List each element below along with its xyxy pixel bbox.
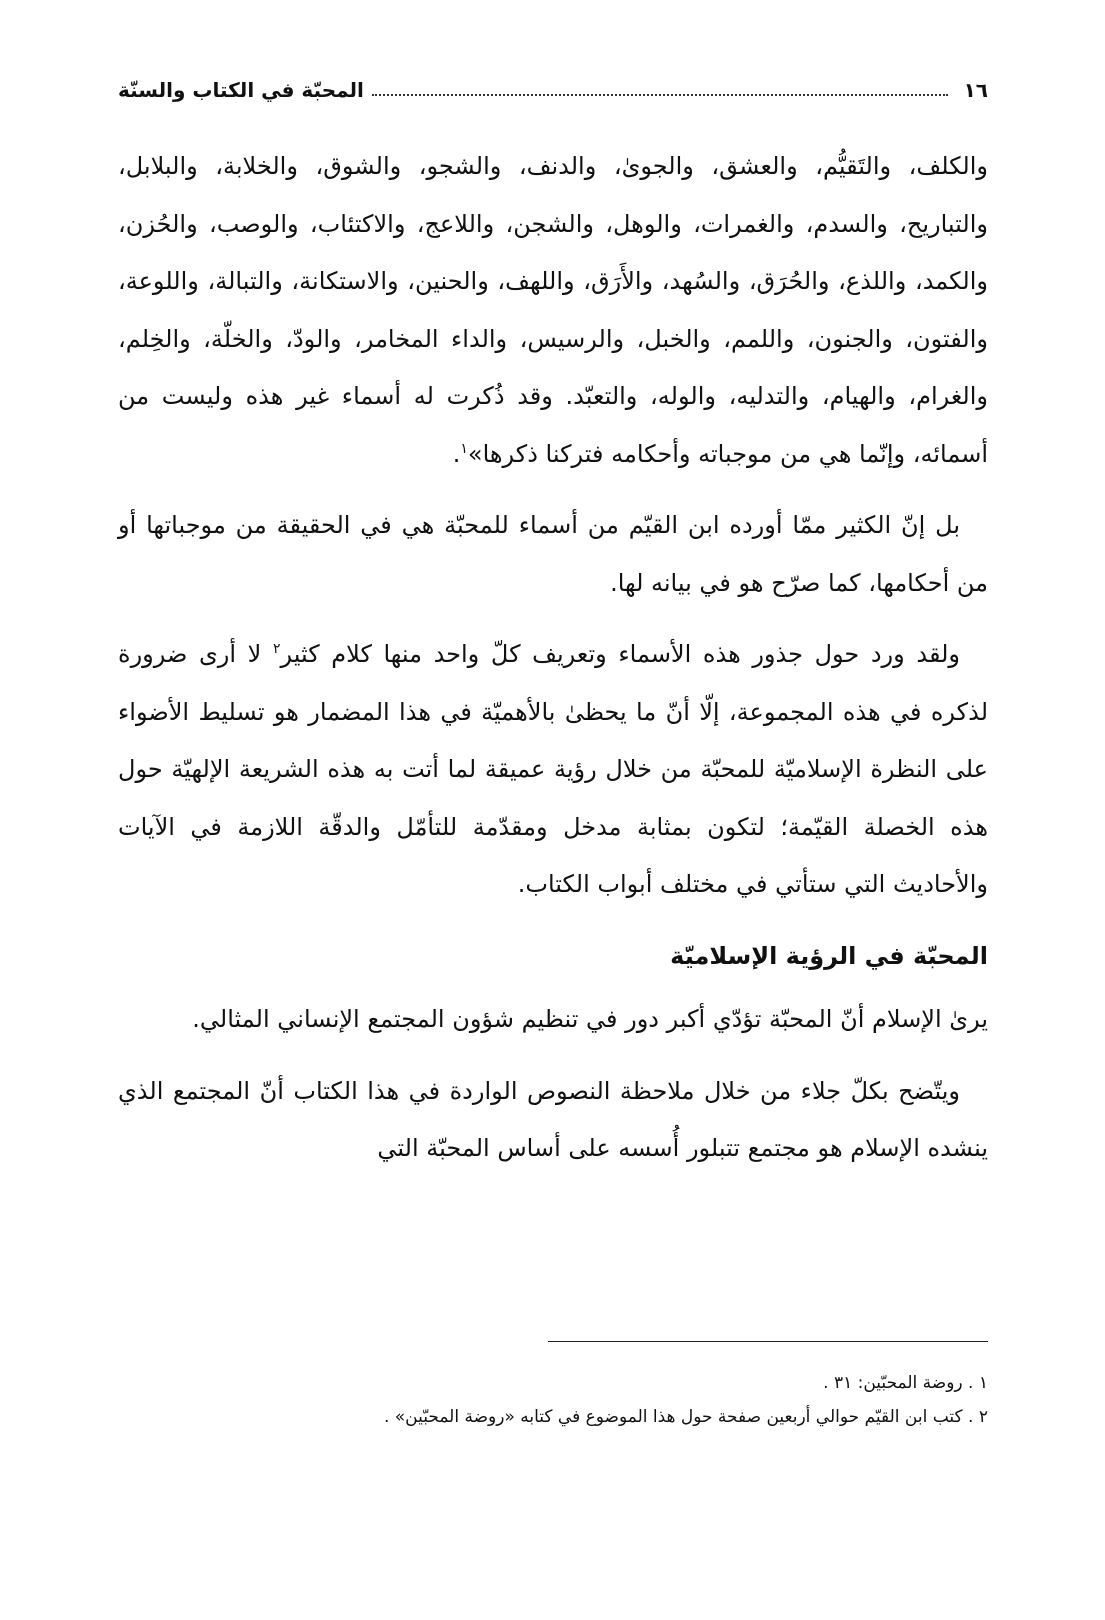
paragraph-society: ويتّضح بكلّ جلاء من خلال ملاحظة النصوص الواردة في هذا الكتاب أنّ المجتمع الذي ينشده الإسلام هو مجتمع تتبلور أُسسه على أساس المحبّة التي [118,1076,988,1162]
main-text [118,138,988,1192]
paragraph-names-list [118,138,988,483]
footnote-divider [548,1341,988,1342]
paragraph-ibn-qayyim: بل إنّ الكثير ممّا أورده ابن القيّم من أسماء للمحبّة هي في الحقيقة من موجباتها أو من أحكامها، كما صرّح هو في بيانه لها. [118,511,988,597]
paragraph-islam-view: يرىٰ الإسلام أنّ المحبّة تؤدّي أكبر دور في تنظيم شؤون المجتمع الإنساني المثالي. [192,1005,988,1033]
footnote-ref-2[interactable]: ٢ [272,641,281,657]
footnotes [118,1366,988,1434]
section-heading: المحبّة في الرؤية الإسلاميّة [670,941,988,970]
footnote-1: ١ . روضة المحبّين: ٣١ . [823,1373,988,1393]
book-title: المحبّة في الكتاب والسنّة [118,78,364,102]
paragraph-text: والكلف، والتَقيُّم، والعشق، والجوىٰ، والدنف، والشجو، والشوق، والخلابة، والبلابل، والتباريح، والسدم، والغمرات، والوهل، والشجن، واللاعج، والاكتئاب، والوصب، والحُزن، والكمد، واللذع، والحُرَق، والسُهد، والأَرَق، واللهف، والحنين، والاستكانة، والتبالة، واللوعة، والفتون، والجنون، واللمم، والخبل، والرسيس، والداء المخامر، والودّ، والخلّة، والخِلم، والغرام، والهيام، والتدليه، والوله، والتعبّد. وقد ذُكرت له أسماء غير هذه وليست من أسمائه، وإنّما هي من موجباته وأحكامه فتركنا ذكرها» [118,152,988,468]
paragraph-text: ولقد ورد حول جذور هذه الأسماء وتعريف كلّ واحد منها كلام كثير [280,640,960,668]
page-number: ١٦ [963,78,988,102]
running-header [118,70,988,110]
paragraph-end: . [452,439,461,468]
paragraph-roots [118,626,988,914]
paragraph-text: لا أرى ضرورة لذكره في هذه المجموعة، إلّا أنّ ما يحظىٰ بالأهميّة في هذا المضمار هو تسليط الأضواء على النظرة الإسلاميّة للمحبّة من خلال رؤية عميقة لما أتت به هذه الشريعة الإلهيّة حول هذه الخصلة القيّمة؛ لتكون بمثابة مدخل ومقدّمة للتأمّل والدقّة اللازمة في الآيات والأحاديث التي ستأتي في مختلف أبواب الكتاب. [118,640,988,898]
footnote-ref-1[interactable]: ١ [460,440,468,457]
header-dot-leader [372,94,948,96]
footnote-2: ٢ . كتب ابن القيّم حوالي أربعين صفحة حول هذا الموضوع في كتابه «روضة المحبّين» . [383,1407,988,1427]
